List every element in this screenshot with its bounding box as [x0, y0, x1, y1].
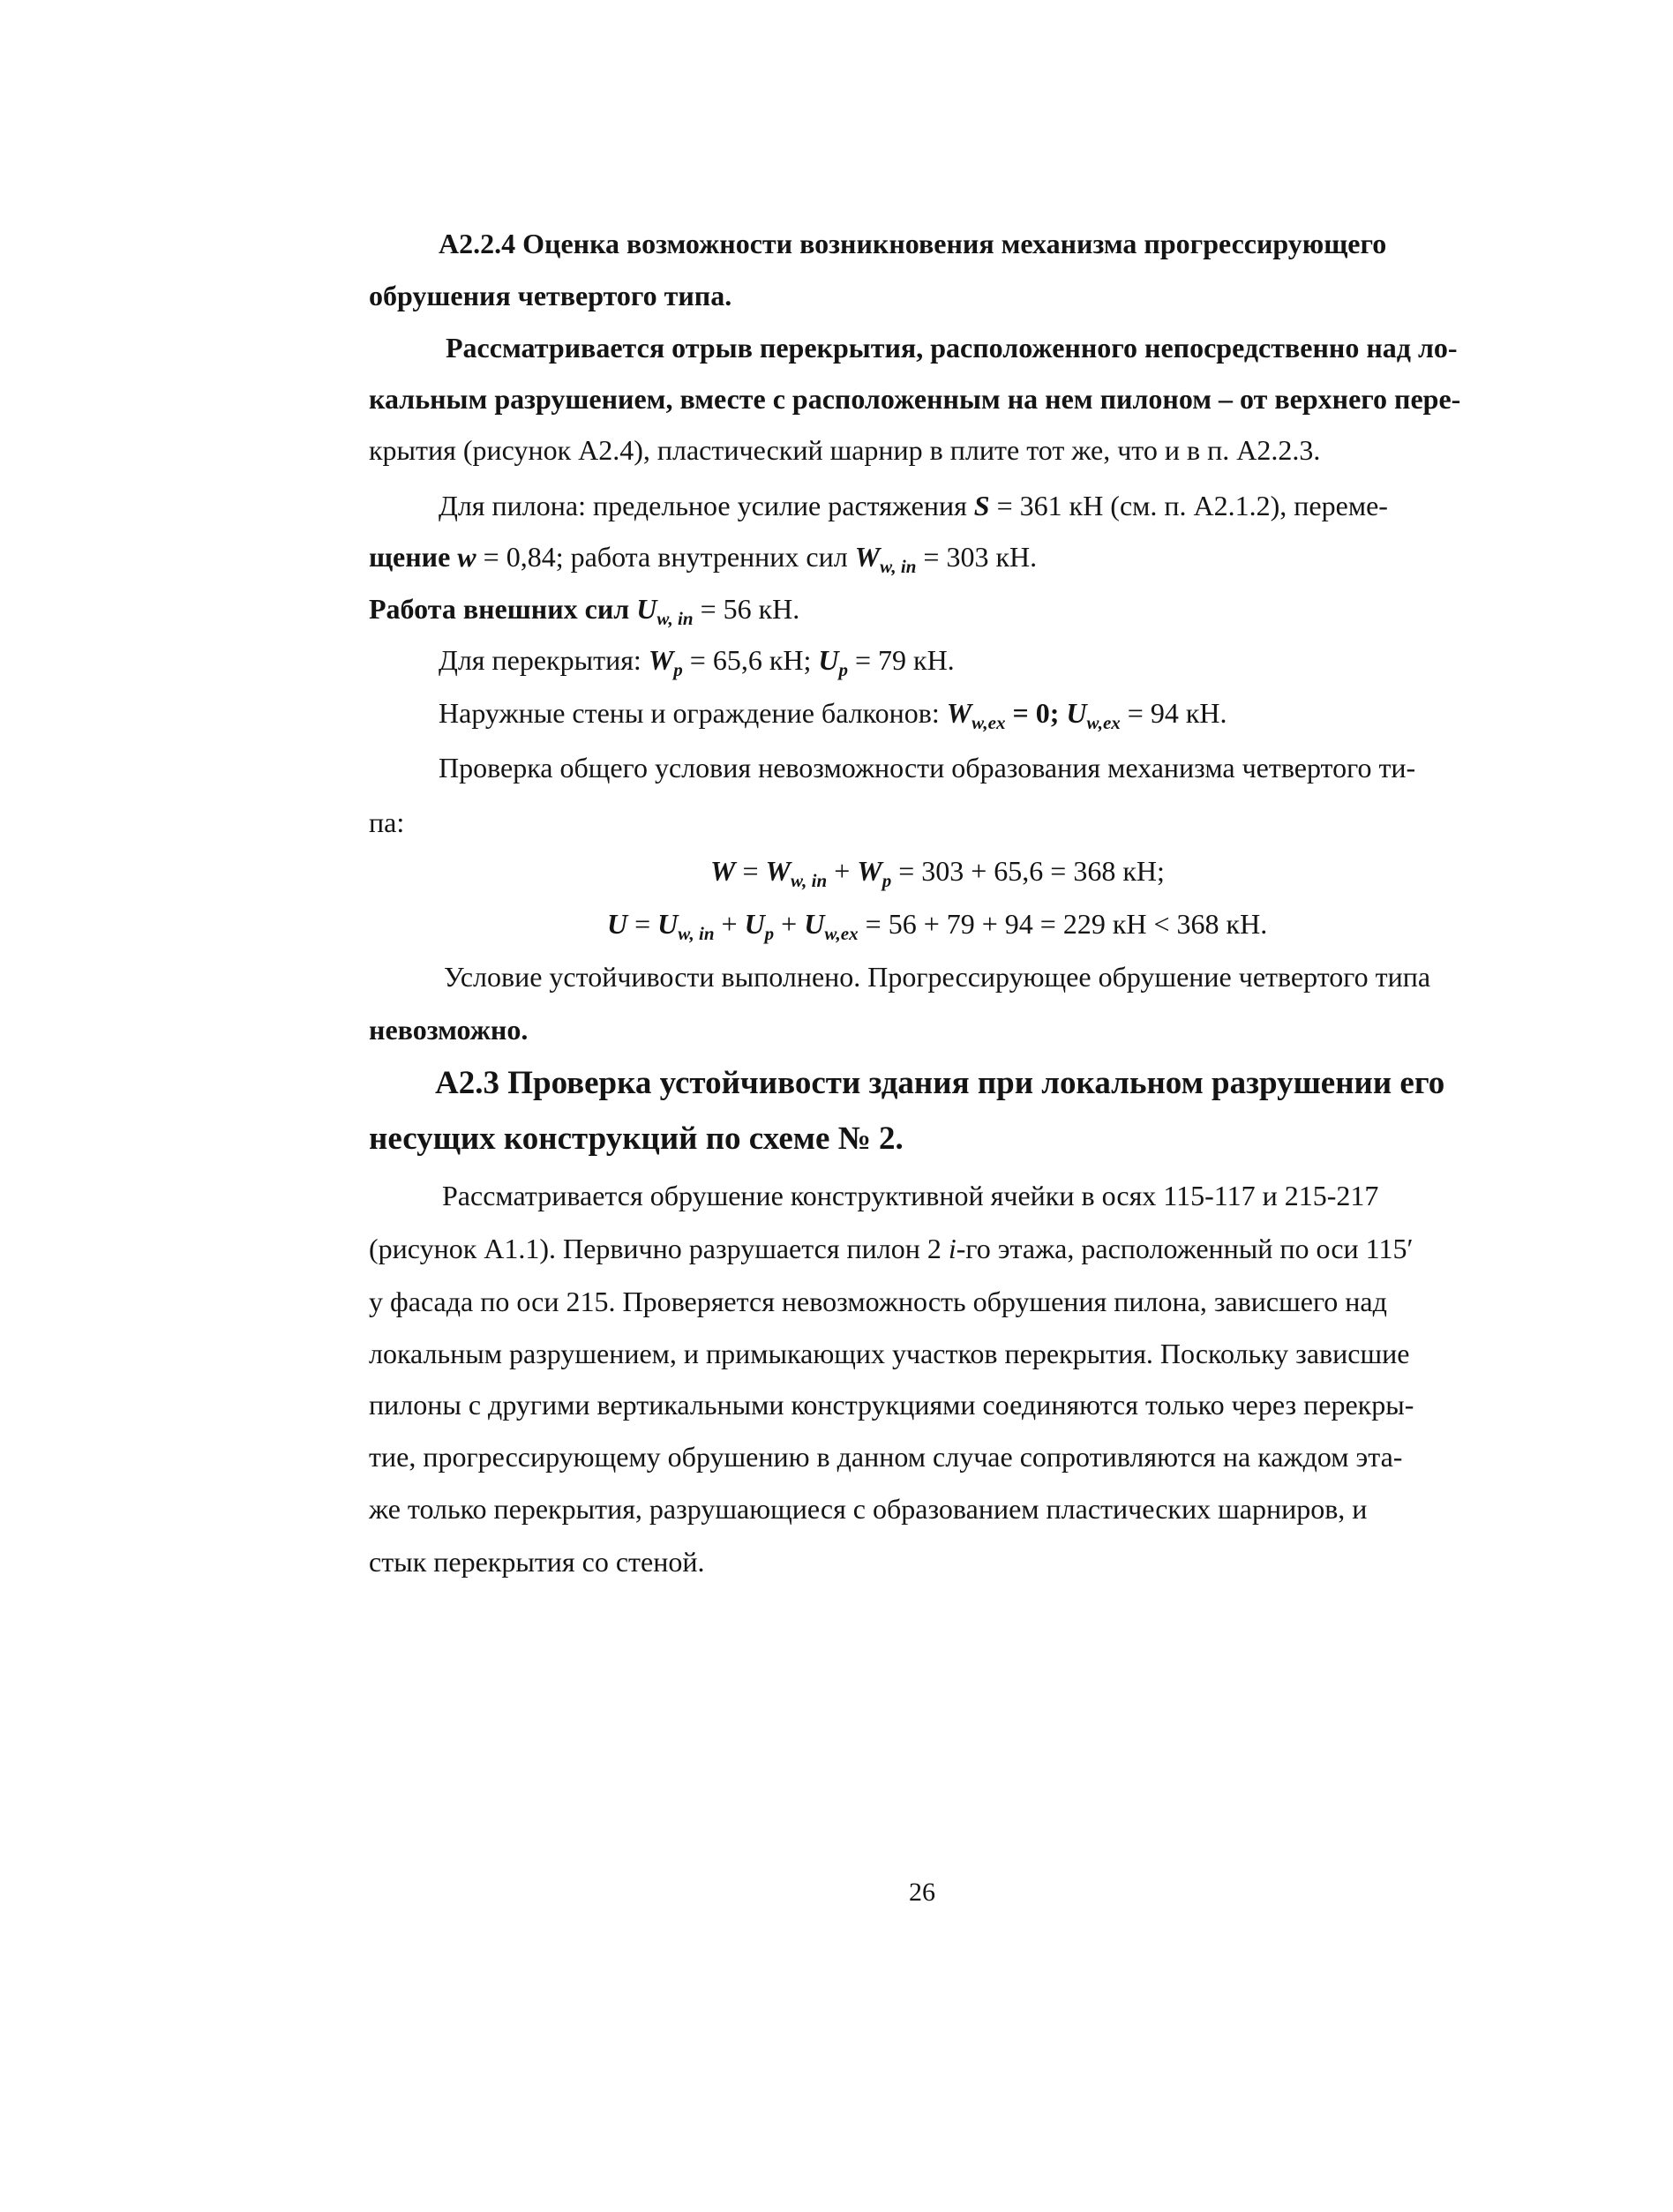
math-symbol: U [1066, 697, 1087, 729]
math-operator: + [714, 908, 745, 940]
paragraph-line: кальным разрушением, вместе с расположенным на нем пилоном – от верхнего пере- [369, 383, 1461, 415]
paragraph-line [369, 591, 800, 629]
math-symbol: W [854, 541, 881, 573]
math-subscript: w, in [678, 923, 715, 944]
text-run: Работа внешних сил [369, 593, 637, 625]
paragraph-line: невозможно. [369, 1014, 529, 1046]
paragraph-line: стык перекрытия со стеной. [369, 1546, 705, 1578]
section-heading-line: несущих конструкций по схеме № 2. [369, 1121, 904, 1157]
text-run: = 0; [1005, 697, 1067, 729]
paragraph-line: крытия (рисунок А2.4), пластический шарнир в плите тот же, что и в п. А2.2.3. [369, 434, 1321, 466]
section-heading-line: А2.2.4 Оценка возможности возникновения механизма прогрессирующего [439, 228, 1387, 259]
text-run: = 303 + 65,6 = 368 кН; [891, 855, 1165, 887]
paragraph-line: у фасада по оси 215. Проверяется невозможность обрушения пилона, зависшего над [369, 1286, 1387, 1317]
text-run: = 79 кН. [847, 644, 955, 676]
math-symbol: i [948, 1233, 957, 1264]
page-number: 26 [909, 1878, 935, 1907]
math-symbol: w [457, 541, 476, 573]
math-subscript: w, in [880, 556, 917, 577]
math-symbol: S [973, 490, 990, 521]
math-operator: = [627, 908, 658, 940]
paragraph-line [439, 488, 1388, 523]
text-run: = 56 + 79 + 94 = 229 кН < 368 кН. [858, 908, 1268, 940]
text-run: = 361 кН (см. п. А2.1.2), переме- [989, 490, 1388, 521]
math-symbol: U [607, 908, 628, 940]
math-symbol: U [818, 644, 839, 676]
math-symbol: W [946, 697, 972, 729]
math-symbol: W [710, 855, 736, 887]
text-run: = 94 кН. [1120, 697, 1227, 729]
paragraph-line [369, 539, 1038, 577]
math-subscript: w, in [656, 608, 694, 629]
paragraph-line: же только перекрытия, разрушающиеся с образованием пластических шарниров, и [369, 1493, 1368, 1525]
paragraph-line: тие, прогрессирующему обрушению в данном случае сопротивляются на каждом эта- [369, 1441, 1403, 1473]
paragraph-line [439, 642, 955, 678]
text-run: = 0,84; работа внутренних сил [476, 541, 855, 573]
math-subscript: p [673, 659, 683, 680]
math-symbol: U [636, 593, 657, 625]
formula-line [710, 853, 1165, 889]
math-subscript: p [764, 923, 775, 944]
math-symbol: U [804, 908, 825, 940]
math-symbol: W [765, 855, 791, 887]
text-run: = 303 кН. [916, 541, 1038, 573]
paragraph-line: Рассматривается обрушение конструктивной ячейки в осях 115-117 и 215-217 [442, 1180, 1379, 1211]
math-symbol: W [648, 644, 674, 676]
math-operator: + [827, 855, 858, 887]
formula-line [607, 906, 1268, 944]
paragraph-line: пилоны с другими вертикальными конструкциями соединяются только через перекры- [369, 1389, 1414, 1421]
math-subscript: w,ex [824, 923, 859, 944]
math-symbol: U [744, 908, 765, 940]
math-subscript: p [838, 659, 848, 680]
paragraph-line [369, 1231, 1413, 1266]
math-operator: = [735, 855, 766, 887]
math-subscript: w,ex [1086, 712, 1121, 733]
text-run: = 65,6 кН; [682, 644, 819, 676]
math-subscript: w, in [790, 870, 828, 891]
paragraph-line [439, 695, 1227, 731]
text-run: Для пилона: предельное усилие растяжения [439, 490, 974, 521]
text-run: щение [369, 541, 458, 573]
text-run: Наружные стены и ограждение балконов: [439, 697, 947, 729]
math-subscript: p [882, 870, 892, 891]
section-heading-line: А2.3 Проверка устойчивости здания при локальном разрушении его [435, 1065, 1445, 1101]
paragraph-line: локальным разрушением, и примыкающих участков перекрытия. Поскольку зависшие [369, 1338, 1410, 1369]
paragraph-line: па: [369, 806, 405, 838]
text-run: Для перекрытия: [439, 644, 649, 676]
math-subscript: w,ex [972, 712, 1006, 733]
paragraph-line: Рассматривается отрыв перекрытия, расположенного непосредственно над ло- [446, 332, 1458, 364]
paragraph-line: Условие устойчивости выполнено. Прогрессирующее обрушение четвертого типа [444, 961, 1431, 993]
math-symbol: W [857, 855, 882, 887]
text-run: (рисунок А1.1). Первично разрушается пилон 2 [369, 1233, 949, 1264]
text-run: = 56 кН. [693, 593, 800, 625]
paragraph-line: Проверка общего условия невозможности образования механизма четвертого ти- [439, 752, 1416, 784]
section-heading-line: обрушения четвертого типа. [369, 280, 732, 311]
math-operator: + [774, 908, 805, 940]
text-run: -го этажа, расположенный по оси 115′ [956, 1233, 1414, 1264]
math-symbol: U [657, 908, 679, 940]
